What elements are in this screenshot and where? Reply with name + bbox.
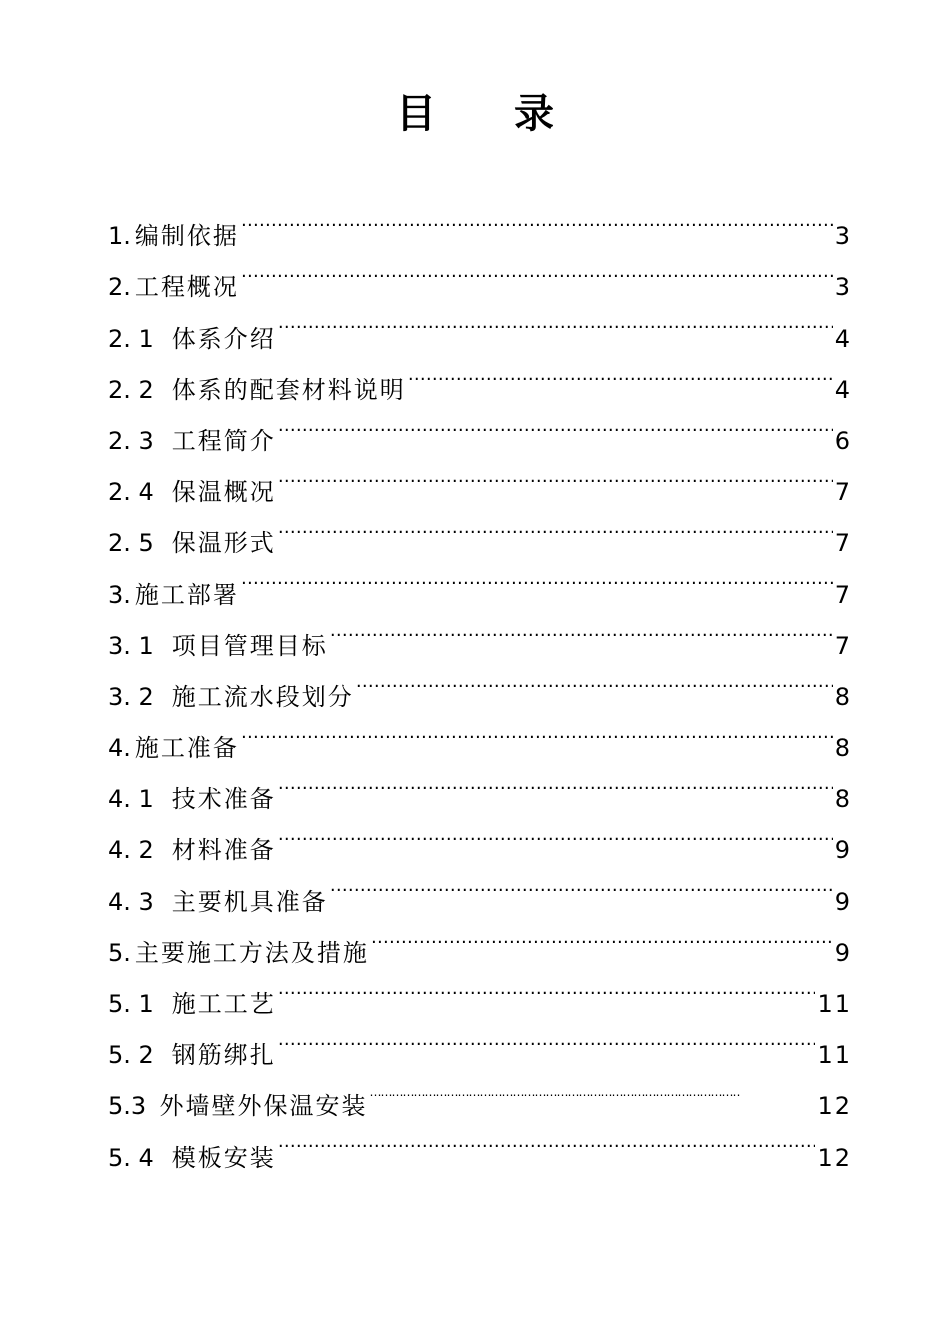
page-title: 目 录 [396,91,586,137]
toc-entry-number: 4. [108,734,131,763]
toc-dot-leader [356,654,833,705]
toc-entry-page-number: 9 [834,836,852,865]
table-of-contents [108,193,852,1172]
toc-dot-leader [278,500,833,551]
toc-dot-leader [278,756,833,807]
toc-entry-page-number: 6 [834,426,852,455]
toc-entry-page-number: 7 [834,478,852,507]
toc-entry-page-number: 11 [817,990,852,1018]
toc-dot-leader [278,449,833,500]
toc-entry-page-number: 12 [817,1143,852,1172]
toc-entry-title: 钢筋绑扎 [171,1041,276,1070]
toc-entry-page-number: 7 [834,529,852,558]
toc-entry-title: 编制依据 [134,222,239,251]
toc-dot-leader [278,807,833,858]
toc-entry-title: 材料准备 [171,836,276,865]
toc-entry-number: 2. 2 [108,375,154,404]
toc-entry[interactable] [108,193,852,251]
toc-entry-page-number: 8 [834,682,852,711]
toc-dot-leader [241,705,833,756]
toc-entry-number: 5. 2 [108,1041,154,1070]
toc-dot-leader [241,551,833,602]
toc-entry-title: 主要机具准备 [171,887,328,916]
toc-entry-title: 项目管理目标 [171,631,328,660]
toc-entry-title: 工程简介 [171,426,276,455]
toc-dot-leader [278,961,816,1012]
toc-entry-title: 保温概况 [171,478,276,507]
toc-entry-page-number: 11 [817,1041,852,1070]
toc-dot-leader [330,858,833,909]
toc-entry-title: 技术准备 [171,785,276,814]
toc-entry-page-number: 4 [834,324,852,353]
toc-dot-leader [278,1012,816,1063]
toc-entry-number: 3. 2 [108,682,154,711]
toc-entry-title: 施工部署 [134,580,239,609]
toc-entry-number: 4. 1 [108,785,154,814]
toc-entry-number: 5.3 [108,1092,147,1121]
toc-entry-page-number: 3 [834,273,852,302]
toc-entry-number: 4. 2 [108,836,154,865]
toc-entry-title: 施工工艺 [171,990,276,1018]
toc-dot-leader [241,193,833,244]
toc-entry-page-number: 3 [834,222,852,251]
toc-entry-page-number: 12 [817,1092,852,1121]
toc-entry-title: 体系介绍 [171,324,276,353]
toc-dot-leader [369,1063,741,1114]
toc-entry-title: 体系的配套材料说明 [171,375,406,404]
toc-entry-page-number: 4 [834,375,852,404]
toc-dot-leader [371,910,833,961]
toc-entry-page-number: 8 [834,734,852,763]
toc-dot-leader [278,398,833,449]
toc-entry-title: 外墙壁外保温安装 [159,1092,368,1121]
toc-entry-number: 2. 5 [108,529,154,558]
toc-entry-page-number: 7 [834,631,852,660]
toc-entry-number: 4. 3 [108,887,154,916]
toc-entry-number: 5. 1 [108,990,154,1018]
toc-dot-leader [330,603,833,654]
toc-entry-title: 主要施工方法及措施 [134,938,369,967]
toc-entry-title: 施工流水段划分 [171,682,354,711]
toc-entry-page-number: 9 [834,938,852,967]
toc-dot-leader [278,1114,816,1165]
toc-dot-leader [408,347,833,398]
toc-entry-page-number: 7 [834,580,852,609]
toc-entry-title: 施工准备 [134,734,239,763]
toc-dot-leader [241,244,833,295]
toc-entry-number: 3. 1 [108,631,154,660]
toc-entry-number: 2. 4 [108,478,154,507]
toc-entry-number: 1. [108,222,131,251]
toc-entry-number: 5. 4 [108,1143,154,1172]
toc-entry-number: 3. [108,580,131,609]
toc-entry-title: 模板安装 [171,1143,276,1172]
toc-dot-leader [278,295,833,346]
toc-entry-number: 2. 1 [108,324,154,353]
toc-entry-number: 2. [108,273,131,302]
toc-entry-number: 5. [108,938,131,967]
toc-entry-page-number: 9 [834,887,852,916]
toc-entry-title: 保温形式 [171,529,276,558]
toc-entry-page-number: 8 [834,785,852,814]
toc-entry-title: 工程概况 [134,273,239,302]
toc-entry-number: 2. 3 [108,426,154,455]
